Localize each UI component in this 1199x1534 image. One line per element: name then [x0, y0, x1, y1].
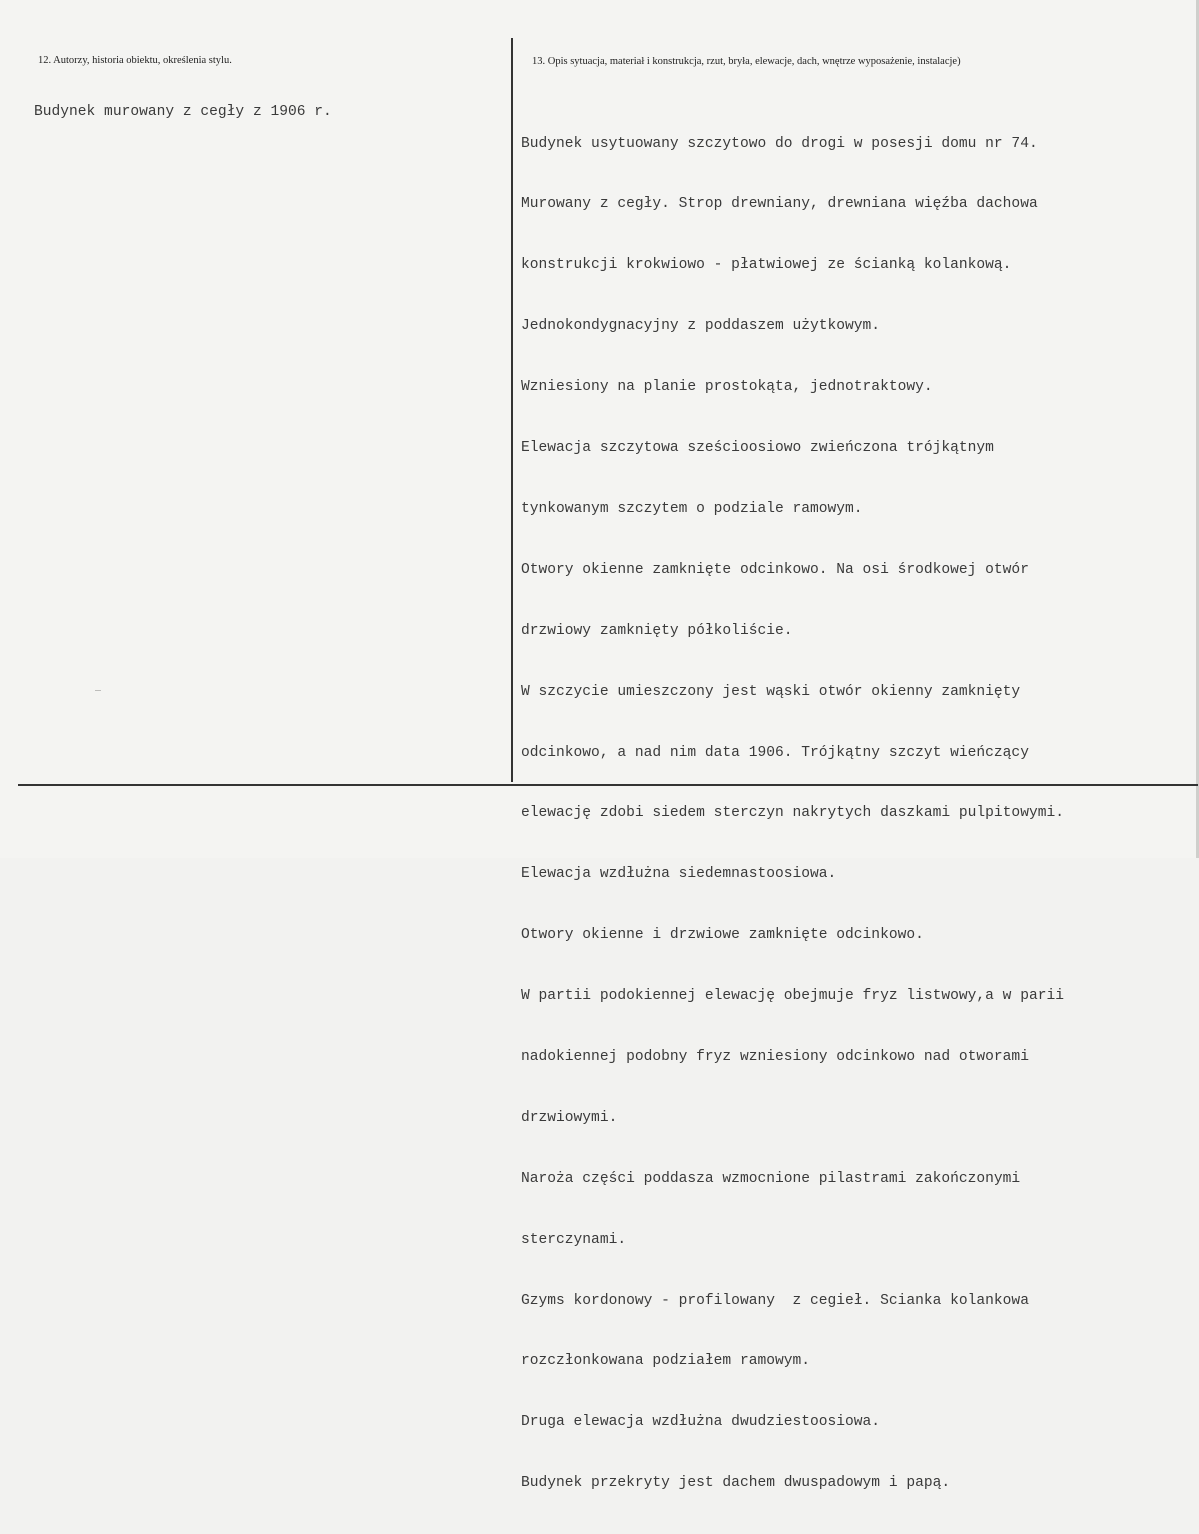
description-line: Gzyms kordonowy - profilowany z cegieł. Scianka kolankowa	[521, 1292, 1029, 1309]
section-12-heading: 12. Autorzy, historia obiektu, określenia stylu.	[38, 55, 232, 66]
description-line: Wzniesiony na planie prostokąta, jednotraktowy.	[521, 379, 933, 396]
description-line: elewację zdobi siedem sterczyn nakrytych daszkami pulpitowymi.	[521, 805, 1064, 822]
description-line: Druga elewacja wzdłużna dwudziestoosiowa.	[521, 1414, 881, 1431]
description-line: drzwiowymi.	[521, 1109, 618, 1126]
section-13-heading: 13. Opis sytuacja, materiał i konstrukcja, rzut, bryła, elewacje, dach, wnętrze wyposażenie, instalacje)	[532, 56, 961, 67]
column-divider	[511, 38, 513, 782]
description-line: konstrukcji krokwiowo - płatwiowej ze ścianką kolankową.	[521, 257, 1012, 274]
description-line: W partii podokiennej elewację obejmuje fryz listwowy,a w parii	[521, 988, 1064, 1005]
description-line: W szczycie umieszczony jest wąski otwór okienny zamknięty	[521, 683, 1021, 700]
description-line: Budynek usytuowany szczytowo do drogi w posesji domu nr 74.	[521, 135, 1038, 152]
description-line: Otwory okienne zamknięte odcinkowo. Na osi środkowej otwór	[521, 561, 1029, 578]
section-13-text	[521, 93, 1064, 1534]
description-line: Elewacja szczytowa sześcioosiowo zwieńczona trójkątnym	[521, 440, 994, 457]
bottom-rule	[18, 784, 1198, 786]
description-line: sterczynami.	[521, 1231, 627, 1248]
description-line: rozczłonkowana podziałem ramowym.	[521, 1353, 811, 1370]
paper-mark	[95, 690, 101, 691]
description-line: Budynek przekryty jest dachem dwuspadowym i papą.	[521, 1475, 951, 1492]
description-line: drzwiowy zamknięty półkoliście.	[521, 622, 793, 639]
description-line: Murowany z cegły. Strop drewniany, drewniana więźba dachowa	[521, 196, 1038, 213]
description-line: Naroża części poddasza wzmocnione pilastrami zakończonymi	[521, 1170, 1021, 1187]
description-line: Jednokondygnacyjny z poddaszem użytkowym.	[521, 318, 881, 335]
description-line: Otwory okienne i drzwiowe zamknięte odcinkowo.	[521, 927, 924, 944]
description-line: odcinkowo, a nad nim data 1906. Trójkątny szczyt wieńczący	[521, 744, 1029, 761]
section-12-text: Budynek murowany z cegły z 1906 r.	[34, 104, 332, 120]
description-line: Elewacja wzdłużna siedemnastoosiowa.	[521, 866, 837, 883]
description-line: tynkowanym szczytem o podziale ramowym.	[521, 500, 863, 517]
description-line: nadokiennej podobny fryz wzniesiony odcinkowo nad otworami	[521, 1048, 1029, 1065]
